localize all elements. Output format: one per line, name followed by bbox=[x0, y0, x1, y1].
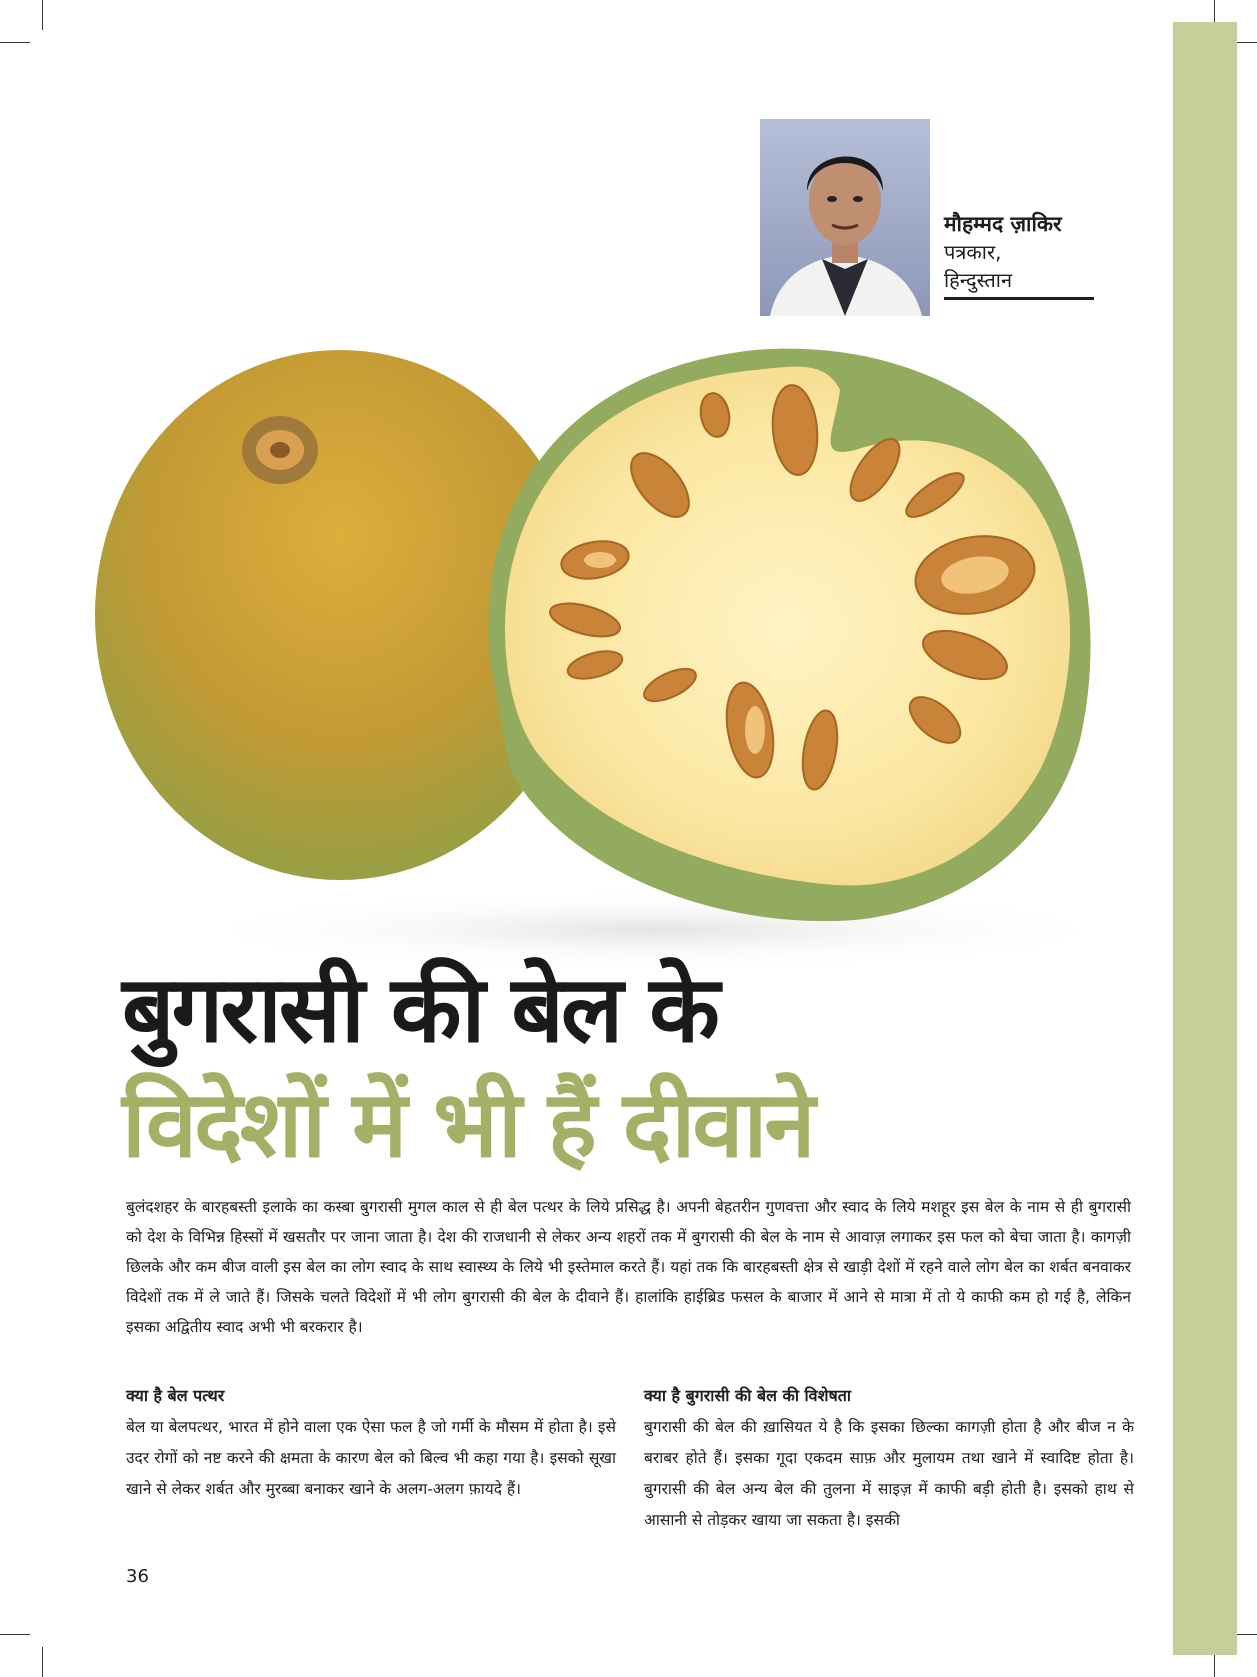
crop-mark bbox=[42, 1647, 43, 1677]
author-byline bbox=[944, 210, 1094, 300]
crop-mark bbox=[0, 1634, 30, 1635]
section-bugrasi-specialty bbox=[644, 1382, 1134, 1536]
bael-fruit-image bbox=[95, 330, 1145, 970]
section-heading: क्या है बेल पत्थर bbox=[126, 1386, 225, 1405]
section-bel-patthar bbox=[126, 1382, 616, 1505]
crop-mark bbox=[42, 0, 43, 30]
author-role: पत्रकार, bbox=[944, 240, 1002, 264]
headline-line-2: विदेशों में भी हैं दीवाने bbox=[122, 1071, 813, 1178]
intro-paragraph: बुलंदशहर के बारहबस्ती इलाके का कस्बा बुगरासी मुगल काल से ही बेल पत्थर के लिये प्रसिद्ध है। अपनी बेहतरीन गुणवत्ता और स्वाद के लिये मशहूर इस बेल के नाम से ही बुगरासी को देश के विभिन्न हिस्सों में खसतौर पर जाना जाता है। देश की राजधानी से लेकर अन्य शहरों तक में बुगरासी की बेल के नाम से आवाज़ लगाकर इस फल को बेचा जाता है। कागज़ी छिलके और कम बीज वाली इस बेल का लोग स्वाद के साथ स्वास्थ्य के लिये भी इस्तेमाल करते हैं। यहां तक कि बारहबस्ती क्षेत्र से खाड़ी देशों में रहने वाले लोग बेल का शर्बत बनवाकर विदेशों तक में ले जाते हैं। जिसके चलते विदेशों में भी लोग बुगरासी की बेल के दीवाने हैं। हालांकि हाईब्रिड फसल के बाजार में आने से मात्रा में तो ये काफी कम हो गई है, लेकिन इसका अद्वितीय स्वाद अभी भी बरकरार है। bbox=[126, 1198, 1131, 1336]
page-number: 36 bbox=[126, 1566, 149, 1587]
section-heading: क्या है बुगरासी की बेल की विशेषता bbox=[644, 1386, 851, 1405]
byline-underline bbox=[944, 297, 1094, 300]
author-organization: हिन्दुस्तान bbox=[944, 268, 1013, 292]
section-text: बेल या बेलपत्थर, भारत में होने वाला एक ऐसा फल है जो गर्मी के मौसम में होता है। इसे उदर रोगों को नष्ट करने की क्षमता के कारण बेल को बिल्व भी कहा गया है। इसको सूखा खाने से लेकर शर्बत और मुरब्बा बनाकर खाने के अलग-अलग फ़ायदे हैं। bbox=[126, 1418, 616, 1498]
author-photo bbox=[760, 119, 930, 316]
crop-mark bbox=[0, 42, 30, 43]
headline-line-1: बुगरासी की बेल के bbox=[122, 956, 717, 1063]
section-text: बुगरासी की बेल की ख़ासियत ये है कि इसका छिल्का कागज़ी होता है और बीज न के बराबर होते हैं। इसका गूदा एकदम साफ़ और मुलायम तथा खाने में स्वादिष्ट होता है। बुगरासी की बेल अन्य बेल की तुलना में साइज़ में काफी बड़ी होती है। इसको हाथ से आसानी से तोड़कर खाया जा सकता है। इसकी bbox=[644, 1418, 1134, 1529]
author-name: मौहम्मद ज़ाकिर bbox=[944, 212, 1062, 236]
headline bbox=[122, 955, 1122, 1185]
side-color-band bbox=[1173, 22, 1237, 1655]
